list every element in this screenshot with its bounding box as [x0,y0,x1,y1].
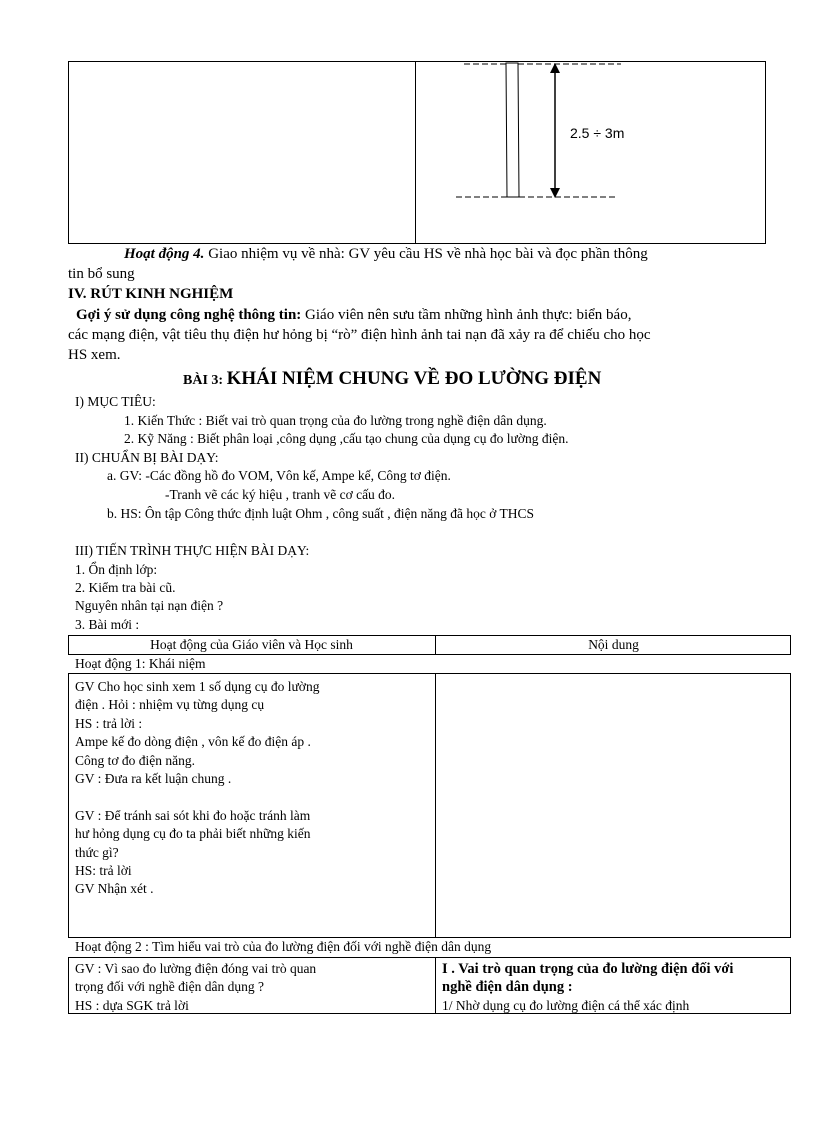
act2-left-line: GV : Vì sao đo lường điện đóng vai trò quan [75,961,317,976]
pole-height-figure [416,61,764,243]
act1-line [75,788,319,806]
preparation-gv2: -Tranh vẽ các ký hiệu , tranh vẽ cơ cấu đo. [165,487,396,502]
activity1-left-cell [75,678,319,899]
act2-right-text: 1/ Nhờ dụng cụ đo lường điện cá thể xác định [442,997,690,1013]
objective-knowledge: 1. Kiến Thức : Biết vai trò quan trọng của đo lường trong nghề điện dân dụng. [124,413,547,428]
activity2-divider [435,957,436,1014]
lesson-title [183,368,601,390]
lesson-name: KHÁI NIỆM CHUNG VỀ ĐO LƯỜNG ĐIỆN [226,368,602,389]
activity4-title: Hoạt động 4. [124,246,205,262]
it-line1 [76,307,631,324]
act1-line: GV : Đưa ra kết luận chung . [75,771,232,787]
act2-left-line: HS : dựa SGK trả lời [75,997,189,1013]
activity1-title: Hoạt động 1: Khái niệm [75,656,206,671]
preparation-heading: II) CHUẨN BỊ BÀI DẠY: [75,450,219,465]
procedure-step3: 3. Bài mới : [75,617,140,632]
act1-line: HS : trả lời : [75,715,143,731]
act1-line: hư hỏng dụng cụ đo ta phải biết những kiến [75,826,311,842]
it-line3: HS xem. [68,347,121,363]
procedure-step2: 2. Kiểm tra bài cũ. [75,580,176,595]
procedure-step1: 1. Ổn định lớp: [75,562,158,577]
act2-left-line: trọng đối với nghề điện dân dụng ? [75,979,264,995]
act1-line: GV Cho học sinh xem 1 số dụng cụ đo lường [75,679,320,694]
act1-line: thức gì? [75,844,119,860]
act2-right-bold1: I . Vai trò quan trọng của đo lường điện đối với [442,961,734,977]
act1-line: điện . Hỏi : nhiệm vụ từng dụng cụ [75,697,265,713]
it-line2: các mạng điện, vật tiêu thụ điện hư hỏng bị “rò” điện hình ảnh tai nạn đã xảy ra để chiếu cho học [68,327,651,343]
pole-shape [506,63,519,197]
header-col2: Nội dung [588,637,639,652]
act1-line: GV : Để tránh sai sót khi đo hoặc tránh làm [75,807,311,823]
activity2-right-cell [442,960,733,1015]
act1-line: Công tơ đo điện năng. [75,752,196,768]
objective-skills: 2. Kỹ Năng : Biết phân loại ,công dụng ,cấu tạo chung của dụng cụ đo lường điện. [124,431,569,446]
section-iv-heading: IV. RÚT KINH NGHIỆM [68,286,234,302]
activity4-line1 [124,246,648,263]
act1-line: HS: trả lời [75,863,132,879]
lesson-prefix: BÀI 3: [183,373,227,388]
it-label: Gợi ý sử dụng công nghệ thông tin: [76,307,302,323]
header-col1: Hoạt động của Giáo viên và Học sinh [150,637,353,652]
act1-line: Ampe kế đo dòng điện , vôn kế đo điện áp . [75,734,311,750]
height-label: 2.5 ÷ 3m [570,125,625,141]
preparation-hs: b. HS: Ôn tập Công thức định luật Ohm , công suất , điện năng đã học ở THCS [107,506,535,521]
act1-line: GV Nhận xét . [75,881,154,897]
activity2-left-cell [75,960,316,1015]
objectives-heading: I) MỤC TIÊU: [75,394,156,409]
act2-right-bold2: nghề điện dân dụng : [442,979,573,996]
preparation-gv1: a. GV: -Các đồng hồ đo VOM, Vôn kế, Ampe kế, Công tơ điện. [107,468,451,483]
procedure-question: Nguyên nhân tại nạn điện ? [75,598,224,613]
activity4-text: Giao nhiệm vụ về nhà: GV yêu cầu HS về nhà học bài và đọc phần thông [204,246,648,262]
activity2-title: Hoạt động 2 : Tìm hiểu vai trò của đo lường điện đối với nghề điện dân dụng [75,939,492,954]
activity1-divider [435,673,436,938]
procedure-heading: III) TIẾN TRÌNH THỰC HIỆN BÀI DẠY: [75,543,310,558]
it-text1: Giáo viên nên sưu tầm những hình ảnh thực: biển báo, [301,307,632,323]
activity4-line2: tin bổ sung [68,266,135,282]
